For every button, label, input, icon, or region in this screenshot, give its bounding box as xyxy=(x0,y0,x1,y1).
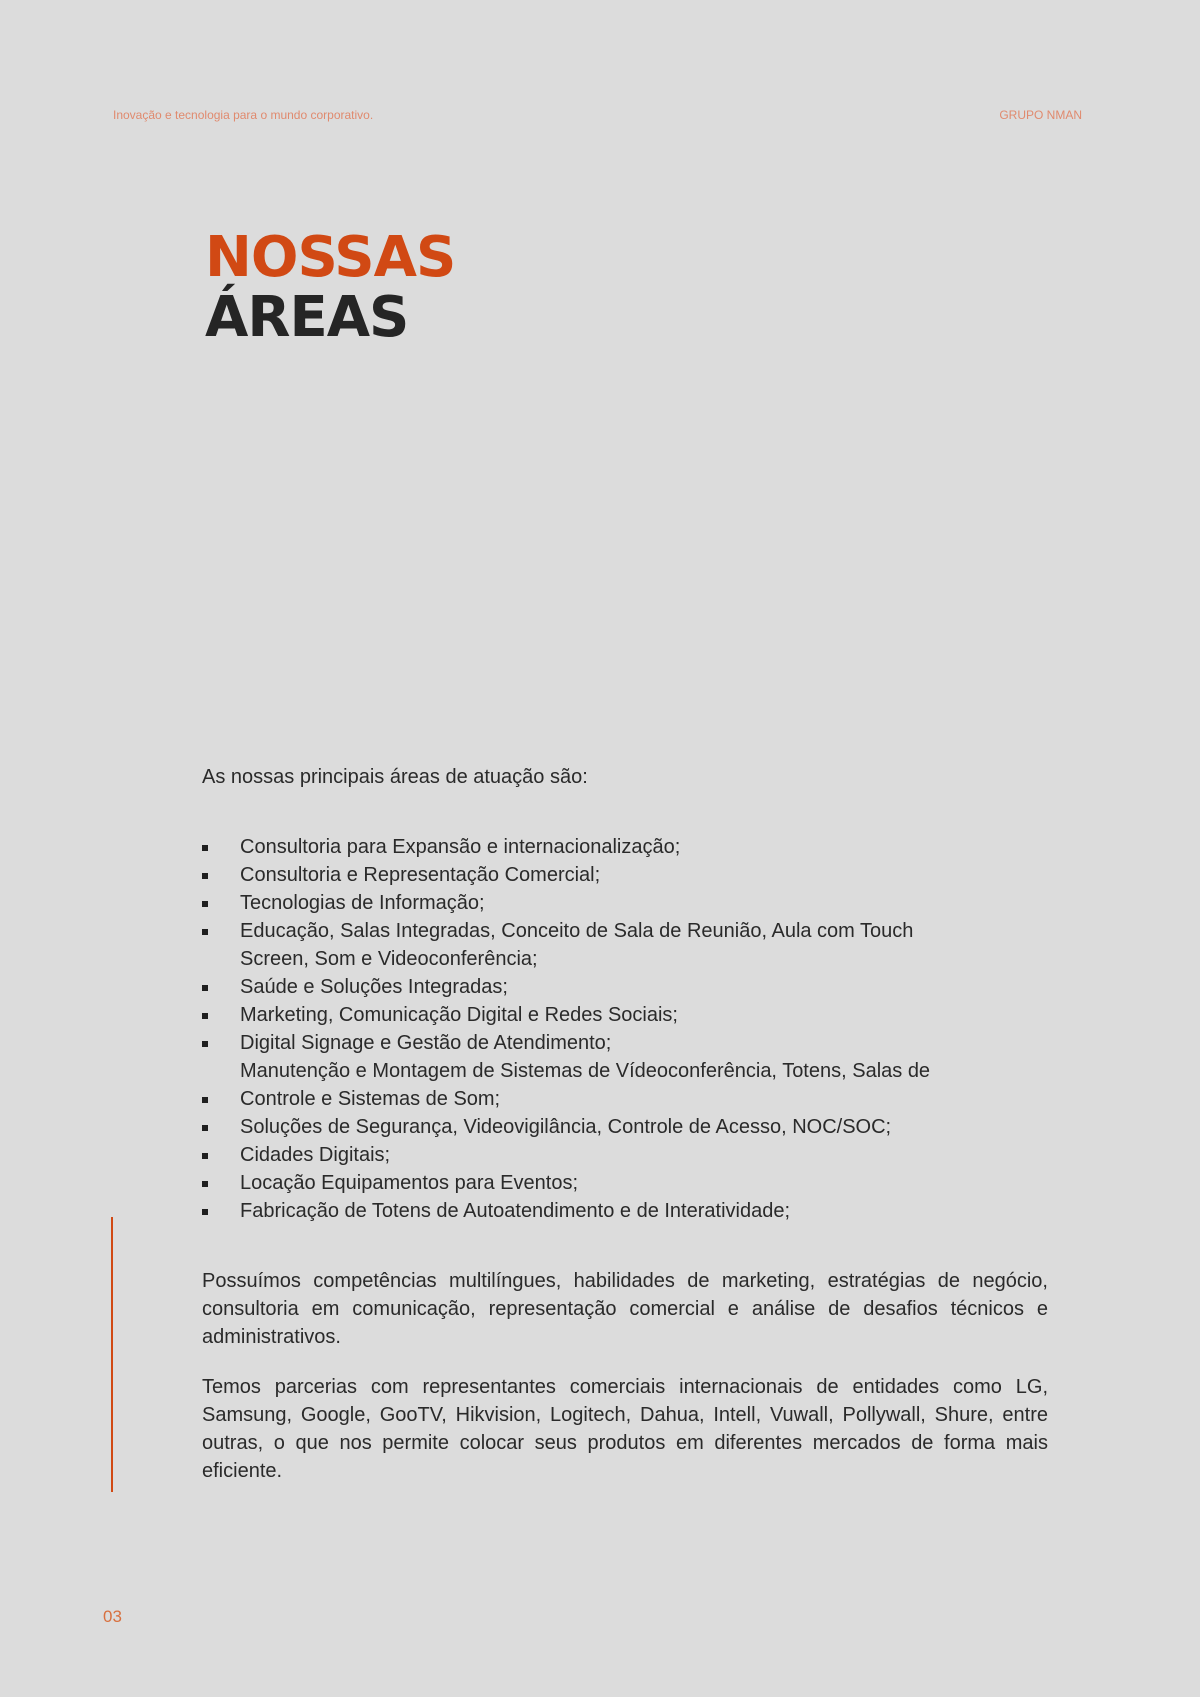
list-item: Locação Equipamentos para Eventos; xyxy=(202,1169,960,1197)
bullet-icon xyxy=(202,1153,208,1159)
list-item: Fabricação de Totens de Autoatendimento e de Interatividade; xyxy=(202,1197,960,1225)
list-item: Consultoria e Representação Comercial; xyxy=(202,861,960,889)
bullet-icon xyxy=(202,873,208,879)
bullet-icon xyxy=(202,845,208,851)
bullet-icon xyxy=(202,1041,208,1047)
page-title xyxy=(205,225,456,350)
bullet-icon xyxy=(202,929,208,935)
bullet-icon xyxy=(202,1125,208,1131)
list-item: Educação, Salas Integradas, Conceito de Sala de Reunião, Aula com Touch Screen, Som e Videoconferência; xyxy=(202,917,960,973)
header-tagline: Inovação e tecnologia para o mundo corporativo. xyxy=(113,108,374,122)
page-number: 03 xyxy=(103,1607,122,1626)
list-item: Cidades Digitais; xyxy=(202,1141,960,1169)
list-item: Saúde e Soluções Integradas; xyxy=(202,973,960,1001)
intro-text: As nossas principais áreas de atuação são: xyxy=(202,766,588,788)
list-item: Digital Signage e Gestão de Atendimento; xyxy=(202,1029,960,1057)
list-item: Soluções de Segurança, Videovigilância, Controle de Acesso, NOC/SOC; xyxy=(202,1113,960,1141)
page-title-line1: NOSSAS xyxy=(205,225,456,290)
page-title-line2: ÁREAS xyxy=(205,285,409,350)
bullet-icon xyxy=(202,901,208,907)
bullet-icon xyxy=(202,1209,208,1215)
bullet-icon xyxy=(202,1013,208,1019)
bullet-icon xyxy=(202,985,208,991)
main-content xyxy=(202,763,1048,1485)
accent-divider xyxy=(111,1217,113,1492)
list-item: Consultoria para Expansão e internacionalização; xyxy=(202,833,960,861)
header-brand: GRUPO NMAN xyxy=(999,108,1082,122)
list-item: Marketing, Comunicação Digital e Redes Sociais; xyxy=(202,1001,960,1029)
list-item: Manutenção e Montagem de Sistemas de Vídeoconferência, Totens, Salas de Controle e Sistemas de Som; xyxy=(202,1057,960,1113)
bullet-icon xyxy=(202,1181,208,1187)
list-item: Tecnologias de Informação; xyxy=(202,889,960,917)
areas-list xyxy=(202,833,1048,1225)
competencies-paragraph: Possuímos competências multilíngues, habilidades de marketing, estratégias de negócio, consultoria em comunicação, representação comercial e análise de desafios técnicos e administrativos. xyxy=(202,1270,1048,1348)
bullet-icon xyxy=(202,1097,208,1103)
partnerships-paragraph: Temos parcerias com representantes comerciais internacionais de entidades como LG, Samsung, Google, GooTV, Hikvision, Logitech, Dahua, Intell, Vuwall, Pollywall, Shure, entre outras, o que nos permite colocar seus produtos em diferentes mercados de forma mais eficiente. xyxy=(202,1376,1048,1482)
